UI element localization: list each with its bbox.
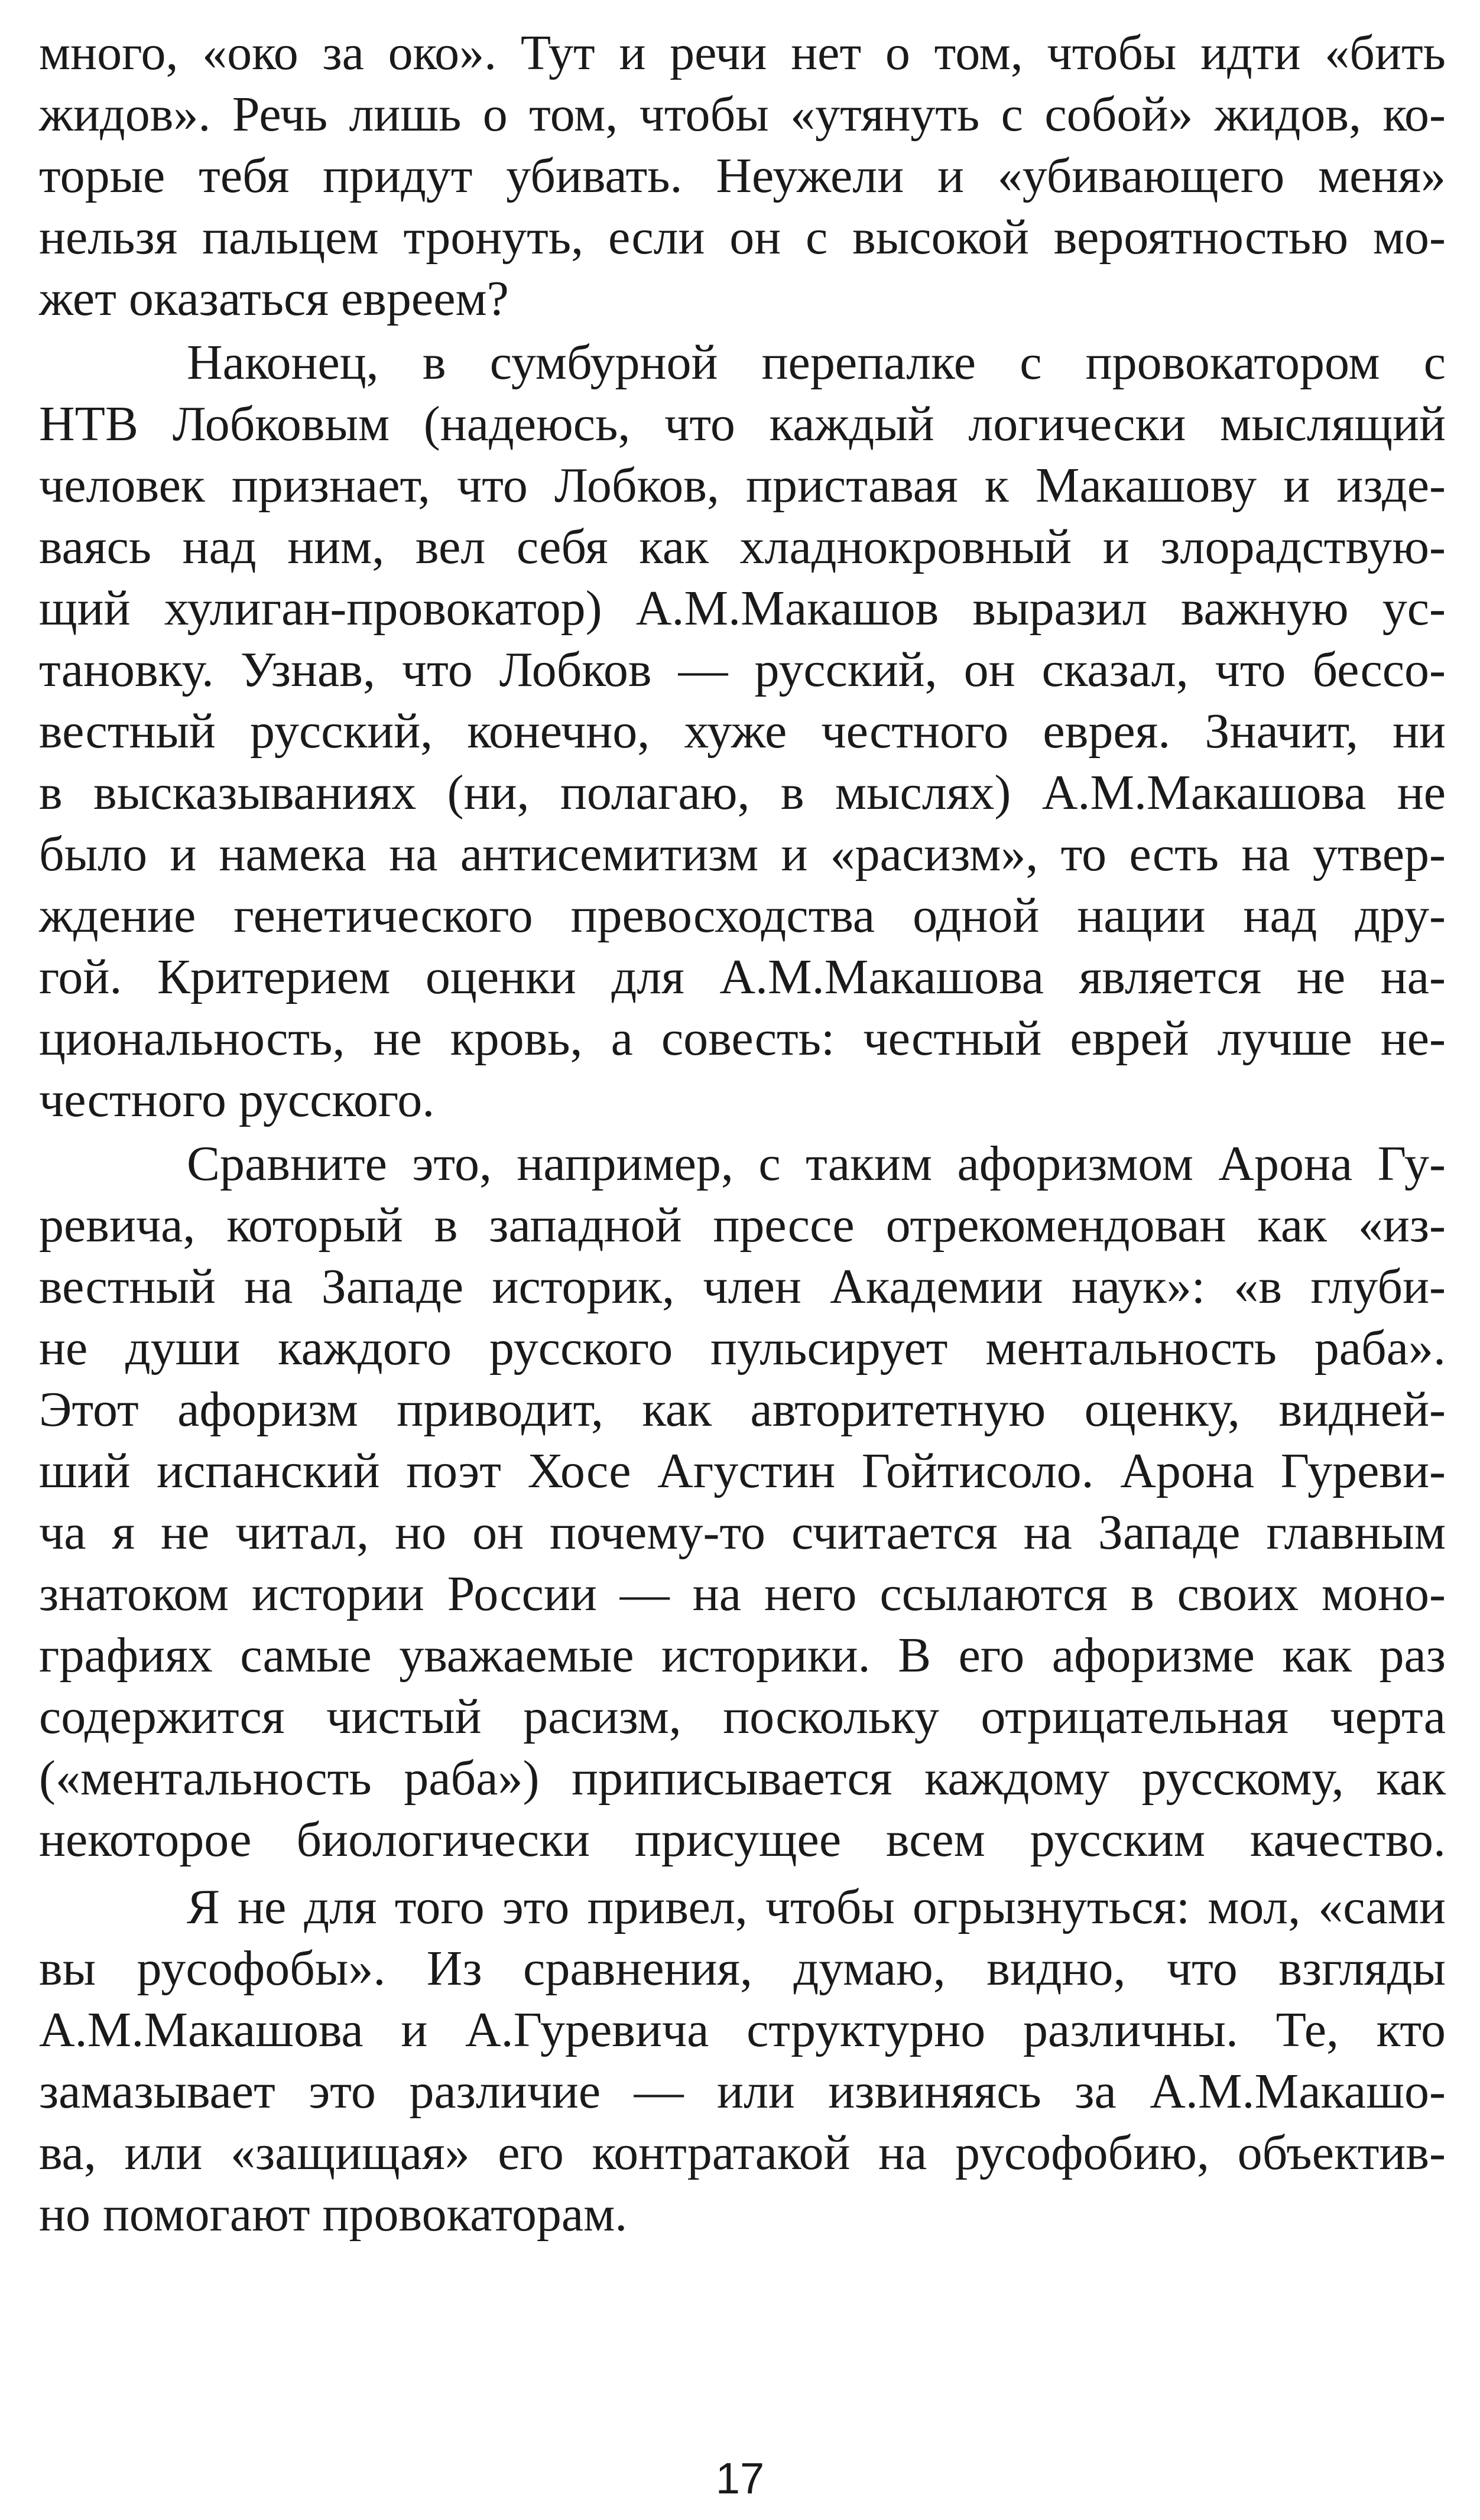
text-line: жидов». Речь лишь о том, чтобы «утянуть с собой» жидов, ко- <box>39 87 1446 142</box>
text-line: ждение генетического превосходства одной нации над дру- <box>39 888 1446 943</box>
text-line: ший испанский поэт Хосе Агустин Гойтисоло. Арона Гуреви- <box>39 1443 1446 1498</box>
text-line: ча я не читал, но он почему-то считается на Западе главным <box>39 1505 1446 1560</box>
text-line: жет оказаться евреем? <box>39 271 509 326</box>
text-line: ва, или «защищая» его контратакой на русофобию, объектив- <box>39 2125 1446 2180</box>
text-line: вестный русский, конечно, хуже честного еврея. Значит, ни <box>39 704 1446 759</box>
text-line: не души каждого русского пульсирует ментальность раба». <box>39 1321 1446 1376</box>
text-line: было и намека на антисемитизм и «расизм», то есть на утвер- <box>39 827 1446 882</box>
text-line: торые тебя придут убивать. Неужели и «убивающего меня» <box>39 148 1446 203</box>
text-line: Наконец, в сумбурной перепалке с провокатором с <box>187 335 1446 390</box>
text-line: («ментальность раба») приписывается каждому русскому, как <box>39 1751 1446 1806</box>
text-line: гой. Критерием оценки для А.М.Макашова является не на- <box>39 950 1446 1004</box>
text-line: много, «око за око». Тут и речи нет о том, чтобы идти «бить <box>39 25 1446 80</box>
text-line: А.М.Макашова и А.Гуревича структурно различны. Те, кто <box>39 2002 1446 2057</box>
text-line: ваясь над ним, вел себя как хладнокровный и злорадствую- <box>39 519 1446 574</box>
text-line: вы русофобы». Из сравнения, думаю, видно, что взгляды <box>39 1941 1446 1996</box>
page-number: 17 <box>715 2454 765 2503</box>
text-line: нельзя пальцем тронуть, если он с высокой вероятностью мо- <box>39 210 1446 265</box>
text-line: Этот афоризм приводит, как авторитетную оценку, видней- <box>39 1382 1446 1437</box>
text-line: некоторое биологически присущее всем русским качество. <box>39 1812 1446 1867</box>
text-line: НТВ Лобковым (надеюсь, что каждый логически мыслящий <box>39 396 1446 451</box>
text-line: знатоком истории России — на него ссылаются в своих моно- <box>39 1566 1446 1621</box>
book-page <box>39 18 1446 2417</box>
text-line: замазывает это различие — или извиняясь за А.М.Макашо- <box>39 2064 1446 2119</box>
text-line: но помогают провокаторам. <box>39 2187 628 2242</box>
text-line: Сравните это, например, с таким афоризмом Арона Гу- <box>187 1136 1446 1191</box>
text-line: в высказываниях (ни, полагаю, в мыслях) А.М.Макашова не <box>39 765 1446 820</box>
text-line: циональность, не кровь, а совесть: честный еврей лучше не- <box>39 1011 1446 1066</box>
text-line: вестный на Западе историк, член Академии наук»: «в глуби- <box>39 1259 1446 1314</box>
text-line: тановку. Узнав, что Лобков — русский, он сказал, что бессо- <box>39 642 1446 697</box>
text-line: ревича, который в западной прессе отрекомендован как «из- <box>39 1198 1446 1253</box>
text-line: содержится чистый расизм, поскольку отрицательная черта <box>39 1689 1446 1744</box>
text-line: графиях самые уважаемые историки. В его афоризме как раз <box>39 1628 1446 1683</box>
text-line: человек признает, что Лобков, приставая к Макашову и изде- <box>39 458 1446 513</box>
text-line: Я не для того это привел, чтобы огрызнуться: мол, «сами <box>187 1880 1446 1934</box>
text-line: щий хулиган-провокатор) А.М.Макашов выразил важную ус- <box>39 581 1446 636</box>
text-line: честного русского. <box>39 1072 435 1127</box>
